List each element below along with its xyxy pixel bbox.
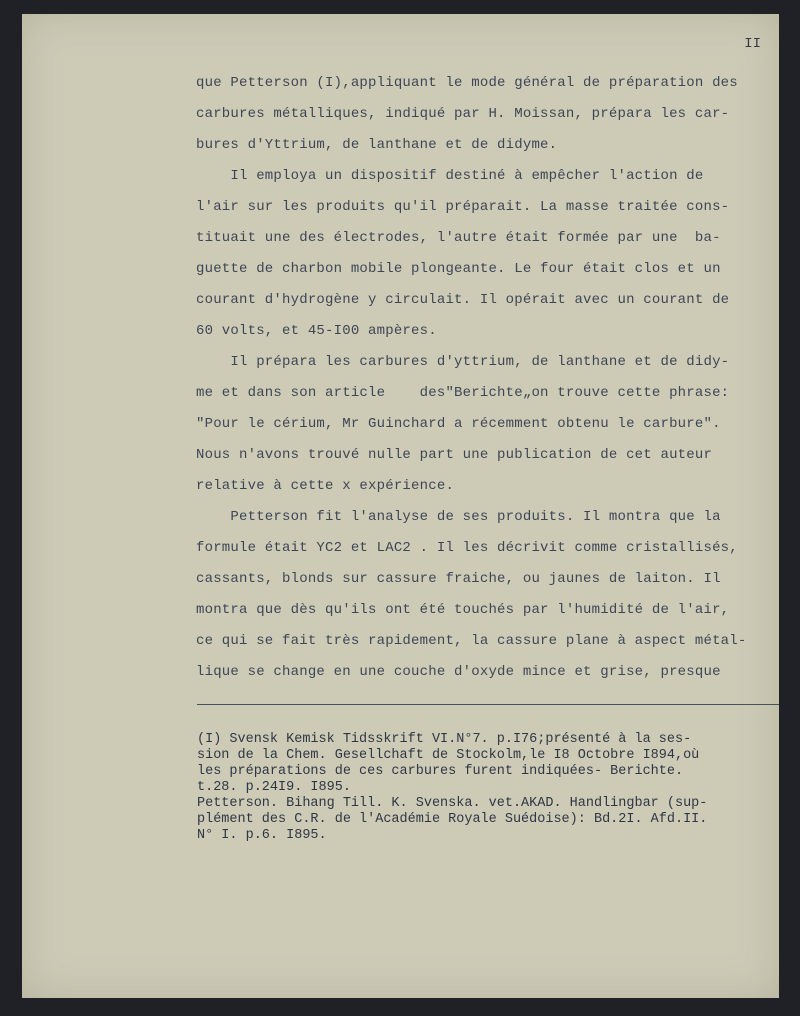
page-number: II (744, 36, 761, 52)
body-line: guette de charbon mobile plongeante. Le four était clos et un (196, 261, 721, 277)
body-line: 60 volts, et 45-I00 ampères. (196, 323, 437, 339)
body-line: ce qui se fait très rapidement, la cassure plane à aspect métal- (196, 633, 747, 649)
body-line: Nous n'avons trouvé nulle part une publication de cet auteur (196, 447, 713, 463)
body-line: Petterson fit l'analyse de ses produits. Il montra que la (196, 509, 721, 525)
footnote-line: sion de la Chem. Gesellchaft de Stockolm,le I8 Octobre I894,où (197, 748, 700, 763)
body-line: tituait une des électrodes, l'autre était formée par une ba- (196, 230, 721, 246)
body-line: que Petterson (I),appliquant le mode général de préparation des (196, 75, 738, 91)
document-page (22, 14, 779, 998)
body-line: formule était YC2 et LAC2 . Il les décrivit comme cristallisés, (196, 540, 738, 556)
body-line: me et dans son article des"Berichte„on trouve cette phrase: (196, 385, 730, 401)
body-line: lique se change en une couche d'oxyde mince et grise, presque (196, 664, 721, 680)
footnote-line: (I) Svensk Kemisk Tidsskrift VI.N°7. p.I76;présenté à la ses- (197, 732, 692, 747)
body-line: cassants, blonds sur cassure fraiche, ou jaunes de laiton. Il (196, 571, 721, 587)
footnote-line: plément des C.R. de l'Académie Royale Suédoise): Bd.2I. Afd.II. (197, 812, 708, 827)
body-line: carbures métalliques, indiqué par H. Moissan, prépara les car- (196, 106, 730, 122)
body-line: relative à cette x expérience. (196, 478, 455, 494)
body-line: bures d'Yttrium, de lanthane et de didyme. (196, 137, 558, 153)
body-line: montra que dès qu'ils ont été touchés par l'humidité de l'air, (196, 602, 730, 618)
body-line: Il employa un dispositif destiné à empêcher l'action de (196, 168, 704, 184)
body-line: "Pour le cérium, Mr Guinchard a récemment obtenu le carbure". (196, 416, 721, 432)
footnote-divider (197, 704, 779, 705)
footnote-line: t.28. p.24I9. I895. (197, 780, 351, 795)
body-line: Il prépara les carbures d'yttrium, de lanthane et de didy- (196, 354, 730, 370)
footnote-line: Petterson. Bihang Till. K. Svenska. vet.AKAD. Handlingbar (sup- (197, 796, 708, 811)
body-line: l'air sur les produits qu'il préparait. La masse traitée cons- (196, 199, 730, 215)
body-line: courant d'hydrogène y circulait. Il opérait avec un courant de (196, 292, 730, 308)
footnote-line: les préparations de ces carbures furent indiquées- Berichte. (197, 764, 684, 779)
footnote-line: N° I. p.6. I895. (197, 828, 327, 843)
